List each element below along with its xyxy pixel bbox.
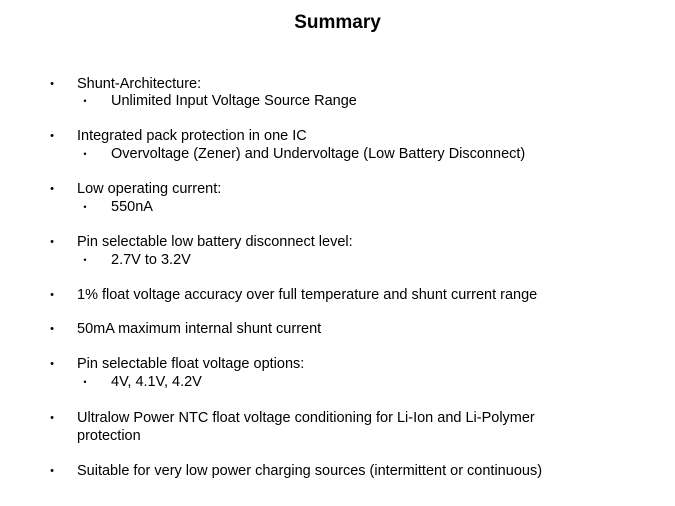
bullet-icon: • — [50, 289, 54, 301]
sub-bullet-text: 550nA — [111, 199, 153, 215]
bullet-text: Ultralow Power NTC float voltage conditioning for Li-Ion and Li-Polymer — [77, 410, 535, 426]
slide-title: Summary — [294, 12, 381, 33]
sub-bullet-icon: • — [83, 255, 87, 265]
sub-bullet-text: Unlimited Input Voltage Source Range — [111, 93, 357, 109]
sub-bullet-icon: • — [83, 377, 87, 387]
bullet-text: Integrated pack protection in one IC — [77, 128, 307, 144]
bullet-icon: • — [50, 323, 54, 335]
bullet-text: Shunt-Architecture: — [77, 76, 202, 92]
sub-bullet-text: 2.7V to 3.2V — [111, 252, 191, 268]
sub-bullet-icon: • — [83, 96, 87, 106]
sub-bullet-text: Overvoltage (Zener) and Undervoltage (Low Battery Disconnect) — [111, 146, 526, 162]
bullet-icon: • — [50, 465, 54, 477]
bullet-text: Pin selectable float voltage options: — [77, 356, 305, 372]
bullet-text: 50mA maximum internal shunt current — [77, 321, 322, 337]
bullet-icon: • — [50, 130, 54, 142]
sub-bullet-icon: • — [83, 149, 87, 159]
sub-bullet-icon: • — [83, 202, 87, 212]
bullet-text: Suitable for very low power charging sources (intermittent or continuous) — [77, 463, 543, 479]
bullet-text-continuation: protection — [77, 428, 141, 444]
sub-bullet-text: 4V, 4.1V, 4.2V — [111, 374, 202, 390]
bullet-text: Low operating current: — [77, 181, 222, 197]
bullet-text: Pin selectable low battery disconnect level: — [77, 234, 353, 250]
bullet-icon: • — [50, 236, 54, 248]
bullet-icon: • — [50, 412, 54, 424]
bullet-icon: • — [50, 78, 54, 90]
bullet-text: 1% float voltage accuracy over full temperature and shunt current range — [77, 287, 538, 303]
bullet-icon: • — [50, 358, 54, 370]
bullet-icon: • — [50, 183, 54, 195]
